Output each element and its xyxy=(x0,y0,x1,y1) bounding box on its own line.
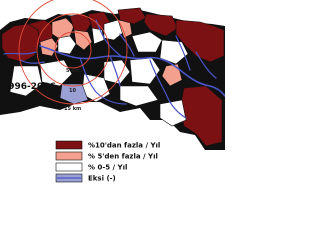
legend-label-mid: % 5'den fazla / Yıl xyxy=(88,152,158,161)
legend-item-mid xyxy=(56,152,158,161)
ring-label-outer: 15 km xyxy=(64,106,82,112)
legend-label-high: %10'dan fazla / Yıl xyxy=(88,141,161,150)
period-label: 1996-2006 xyxy=(2,82,56,92)
legend-swatch-high xyxy=(56,141,82,149)
ring-label-inner: 5 km xyxy=(66,68,80,74)
legend-label-low: % 0-5 / Yıl xyxy=(88,163,128,172)
legend-item-high xyxy=(56,141,160,150)
legend-swatch-low xyxy=(56,163,82,171)
legend xyxy=(56,141,160,183)
legend-item-low xyxy=(56,163,127,172)
legend-label-decline: Eksi (-) xyxy=(88,174,116,183)
region-southeast-high xyxy=(180,86,222,146)
ring-label-middle: 10 xyxy=(69,88,76,94)
legend-item-decline xyxy=(56,174,116,183)
legend-swatch-mid xyxy=(56,152,82,160)
